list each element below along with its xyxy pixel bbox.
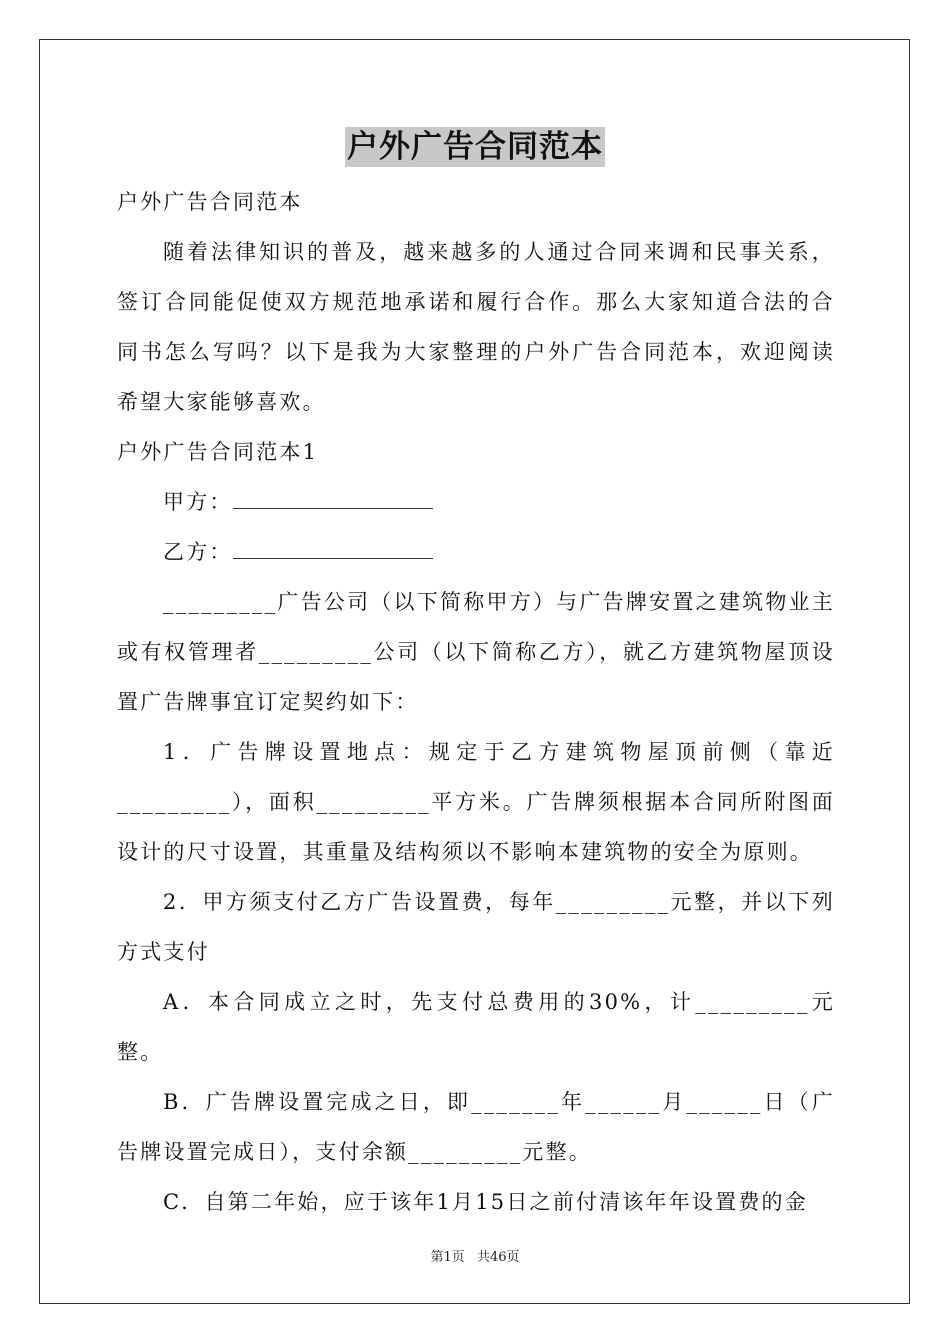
- party-b-label: 乙方：: [163, 540, 233, 564]
- intro-paragraph: 随着法律知识的普及，越来越多的人通过合同来调和民事关系，签订合同能促使双方规范地承诺和履行合作。那么大家知道合法的合同书怎么写吗？以下是我为大家整理的户外广告合同范本，欢迎阅读希望大家能够喜欢。: [117, 240, 835, 414]
- page-footer: [0, 1246, 950, 1265]
- clause-c: C．自第二年始，应于该年1月15日之前付清该年年设置费的金: [163, 1190, 808, 1214]
- clause-a: A．本合同成立之时，先支付总费用的30%，计_________元整。: [117, 990, 835, 1064]
- title-container: [0, 127, 950, 167]
- document-title: 户外广告合同范本: [347, 129, 603, 165]
- document-body: [117, 177, 835, 1227]
- party-b-blank: [233, 540, 433, 559]
- clause-1: 1．广告牌设置地点：规定于乙方建筑物屋顶前侧（靠近_________），面积_________平方米。广告牌须根据本合同所附图面设计的尺寸设置，其重量及结构须以不影响本建筑物的安全为原则。: [117, 740, 835, 864]
- party-a-label: 甲方：: [163, 490, 233, 514]
- section-heading: 户外广告合同范本1: [117, 440, 319, 464]
- party-b-line: [117, 527, 835, 577]
- subtitle: 户外广告合同范本: [117, 190, 303, 214]
- party-a-blank: [233, 490, 433, 509]
- preamble-paragraph: _________广告公司（以下简称甲方）与广告牌安置之建筑物业主或有权管理者_________公司（以下简称乙方），就乙方建筑物屋顶设置广告牌事宜订定契约如下：: [117, 590, 835, 714]
- page-total: 共46页: [476, 1250, 520, 1265]
- clause-2: 2．甲方须支付乙方广告设置费，每年_________元整，并以下列方式支付: [117, 890, 835, 964]
- page-number: 第1页: [430, 1250, 465, 1265]
- clause-b: B．广告牌设置完成之日，即_______年______月______日（广告牌设置完成日），支付余额_________元整。: [117, 1090, 835, 1164]
- party-a-line: [117, 477, 835, 527]
